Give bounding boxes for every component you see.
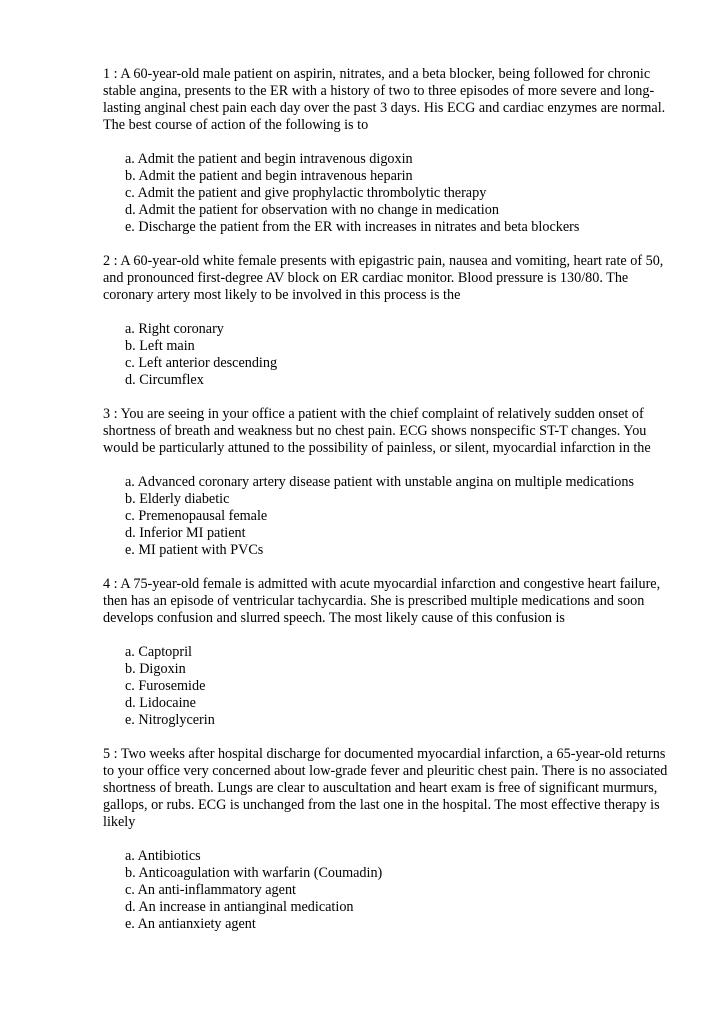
answer-option: c. An anti-inflammatory agent xyxy=(125,882,296,898)
answer-option: a. Right coronary xyxy=(125,321,224,337)
answer-options xyxy=(103,848,675,933)
question-5 xyxy=(103,746,675,933)
answer-option: d. An increase in antianginal medication xyxy=(125,899,354,915)
answer-option: c. Premenopausal female xyxy=(125,508,268,524)
answer-options xyxy=(103,644,675,729)
answer-option: d. Admit the patient for observation with no change in medication xyxy=(125,202,499,218)
answer-option: e. An antianxiety agent xyxy=(125,916,256,932)
answer-option: e. Discharge the patient from the ER with increases in nitrates and beta blockers xyxy=(125,219,580,235)
question-2 xyxy=(103,253,675,389)
question-stem: 1 : A 60-year-old male patient on aspirin, nitrates, and a beta blocker, being followed for chronic stable angina, presents to the ER with a history of two to three episodes of more severe and long-lasting anginal chest pain each day over the past 3 days. His ECG and cardiac enzymes are normal. The best course of action of the following is to xyxy=(103,66,666,133)
answer-option: c. Admit the patient and give prophylactic thrombolytic therapy xyxy=(125,185,487,201)
question-stem: 4 : A 75-year-old female is admitted with acute myocardial infarction and congestive heart failure, then has an episode of ventricular tachycardia. She is prescribed multiple medications and soon develops confusion and slurred speech. The most likely cause of this confusion is xyxy=(103,576,661,626)
answer-option: e. MI patient with PVCs xyxy=(125,542,264,558)
answer-options xyxy=(103,321,675,389)
question-stem: 2 : A 60-year-old white female presents with epigastric pain, nausea and vomiting, heart rate of 50, and pronounced first-degree AV block on ER cardiac monitor. Blood pressure is 130/80. The coronary artery most likely to be involved in this process is the xyxy=(103,253,664,303)
document-page xyxy=(103,66,675,950)
question-3 xyxy=(103,406,675,559)
answer-option: d. Inferior MI patient xyxy=(125,525,246,541)
question-4 xyxy=(103,576,675,729)
answer-option: b. Digoxin xyxy=(125,661,186,677)
answer-option: c. Left anterior descending xyxy=(125,355,278,371)
answer-option: b. Elderly diabetic xyxy=(125,491,230,507)
answer-option: a. Antibiotics xyxy=(125,848,201,864)
answer-option: a. Admit the patient and begin intravenous digoxin xyxy=(125,151,413,167)
answer-option: b. Admit the patient and begin intravenous heparin xyxy=(125,168,413,184)
answer-option: c. Furosemide xyxy=(125,678,206,694)
question-stem: 3 : You are seeing in your office a patient with the chief complaint of relatively sudden onset of shortness of breath and weakness but no chest pain. ECG shows nonspecific ST-T changes. You would be particularly attuned to the possibility of painless, or silent, myocardial infarction in the xyxy=(103,406,651,456)
answer-option: a. Captopril xyxy=(125,644,192,660)
answer-options xyxy=(103,474,675,559)
answer-option: d. Circumflex xyxy=(125,372,204,388)
answer-options xyxy=(103,151,675,236)
question-1 xyxy=(103,66,675,236)
question-stem: 5 : Two weeks after hospital discharge for documented myocardial infarction, a 65-year-old returns to your office very concerned about low-grade fever and pleuritic chest pain. There is no associated shortness of breath. Lungs are clear to auscultation and heart exam is free of significant murmurs, gallops, or rubs. ECG is unchanged from the last one in the hospital. The most effective therapy is likely xyxy=(103,746,668,830)
answer-option: b. Left main xyxy=(125,338,195,354)
answer-option: b. Anticoagulation with warfarin (Coumadin) xyxy=(125,865,383,881)
answer-option: e. Nitroglycerin xyxy=(125,712,215,728)
answer-option: d. Lidocaine xyxy=(125,695,196,711)
answer-option: a. Advanced coronary artery disease patient with unstable angina on multiple medications xyxy=(125,474,635,490)
